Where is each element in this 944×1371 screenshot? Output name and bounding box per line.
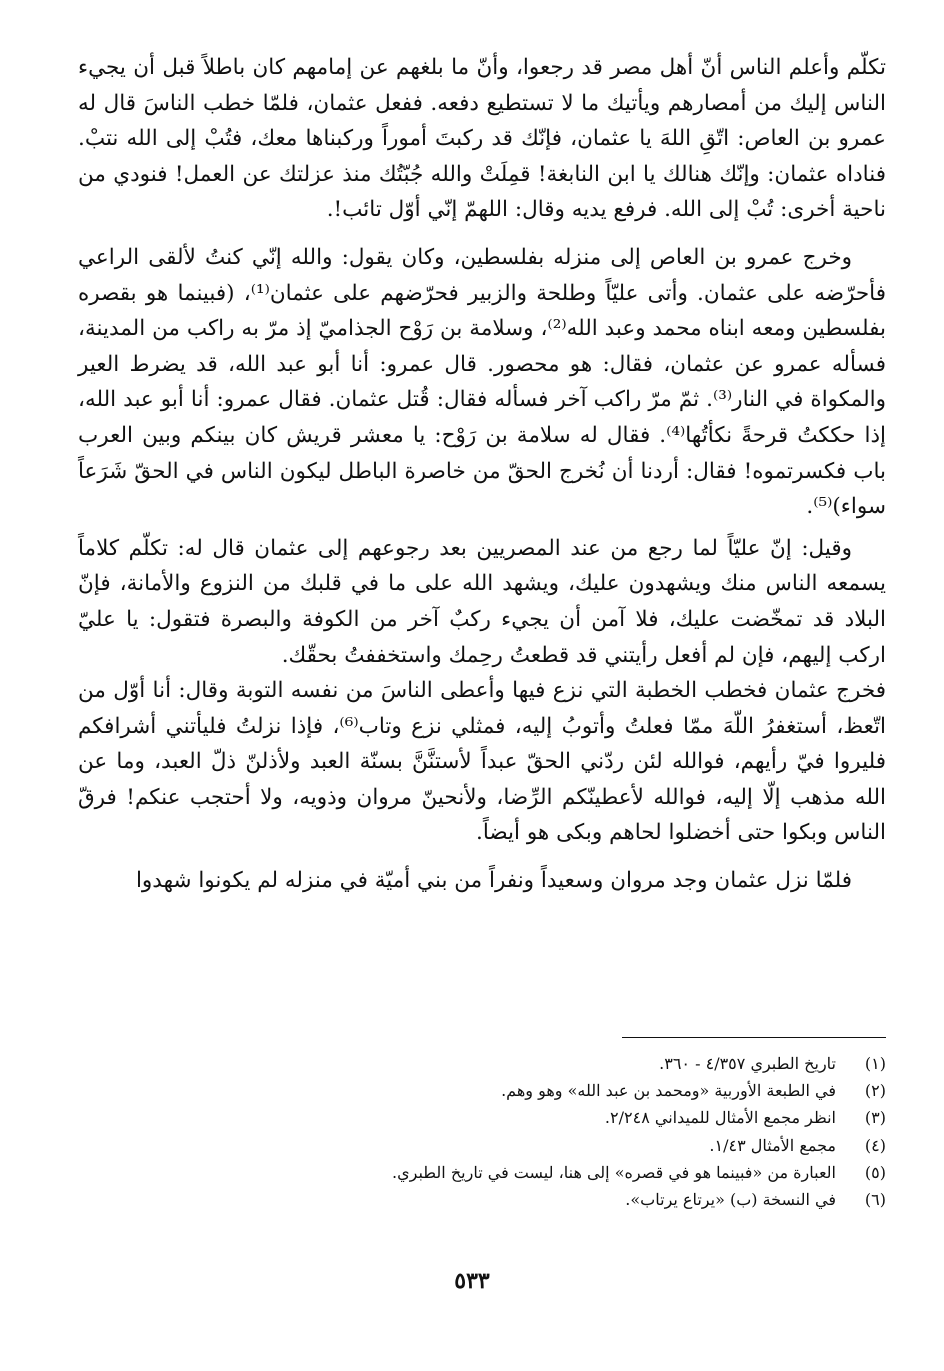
footnote-text: في الطبعة الأوربية «ومحمد بن عبد الله» وهو وهم. [501,1081,836,1101]
footnote-item [200,1159,886,1186]
footnote-item [200,1186,886,1213]
page-number: ٥٣٣ [454,1268,490,1294]
paragraph-3: وقيل: إنّ عليّاً لما رجع من عند المصريين بعد رجوعهم إلى عثمان قال له: تكلّم كلاماً يسمعه الناس منك ويشهدون عليك، ويشهد الله على ما في قلبك من النزوع والأمانة، فإنّ البلاد قد تمخّضت عليك، فلا آمن أن يجيء ركبٌ آخر من الكوفة والبصرة فتقول: يا عليّ اركب إليهم، فإن لم أفعل رأيتني قد قطعتُ رحِمك واستخففتُ بحقّك. [78,535,886,668]
footnote-number: (١) [864,1054,886,1073]
footnote-number: (٦) [864,1189,886,1209]
footnote-number: (٢) [864,1081,886,1101]
footnotes [200,1050,886,1213]
paragraph-4: فخرج عثمان فخطب الخطبة التي نزع فيها وأعطى الناسَ من نفسه التوبة وقال: أنا أوّل من اتّعظ، أستغفرُ اللّهَ ممّا فعلتُ وأتوبُ إليه، فمثلي نزع وتاب⁽⁶⁾، فإذا نزلتُ فليأتني أشرافكم فليروا فيّ رأيهم، فوالله لئن ردّني الحقّ عبداً لأستنَّنَّ بسنّة العبد ولأذلنّ ذلّ العبد، وما عن الله مذهب إلّا إليه، فوالله لأعطينّكم الرِّضا، ولأنحينّ مروان وذويه، ولا أحتجب عنكم! فرقّ الناس وبكوا حتى أخضلوا لحاهم وبكى هو أيضاً. [78,678,886,846]
paragraph-1: تكلّم وأعلم الناس أنّ أهل مصر قد رجعوا، وأنّ ما بلغهم عن إمامهم كان باطلاً قبل أن يجيء الناس إليك من أمصارهم ويأتيك ما لا تستطيع دفعه. ففعل عثمان، فلمّا خطب الناسَ قال له عمرو بن العاص: اتّقِ اللهَ يا عثمان، فإنّك قد ركبتَ أموراً وركبناها معك، فتُبْ إلى الله نتبْ. فناداه عثمان: وإنّك هنالك يا ابن النابغة! قمِلَتْ والله جُبّتُك منذ عزلتك عن العمل! فنودي من ناحية أخرى: تُبْ إلى الله. فرفع يديه وقال: اللهمّ إنّي أوّل تائب!. [78,55,886,223]
footnote-number: (٥) [864,1162,886,1182]
footnote-item [200,1077,886,1104]
footnote-text: مجمع الأمثال ١/٤٣. [709,1135,836,1155]
paragraph-2: وخرج عمرو بن العاص إلى منزله بفلسطين، وكان يقول: والله إنّي كنتُ لألقى الراعي فأحرّضه على عثمان. وأتى عليّاً وطلحة والزبير فحرّضهم على عثمان⁽¹⁾، (فبينما هو بقصره بفلسطين ومعه ابناه محمد وعبد الله⁽²⁾، وسلامة بن رَوْح الجذاميّ إذ مرّ به راكب من المدينة، فسأله عمرو عن عثمان، فقال: هو محصور. قال عمرو: أنا أبو عبد الله، قد يضرط العير والمكواة في النار⁽³⁾. ثمّ مرّ راكب آخر فسأله فقال: قُتل عثمان. فقال عمرو: أنا أبو عبد الله، إذا حككتُ قرحةً نكأتُها⁽⁴⁾. فقال له سلامة بن رَوْح: يا معشر قريش كان بينكم وبين العرب باب فكسرتموه! فقال: أردنا أن نُخرج الحقّ من خاصرة الباطل ليكون الناس في الحقّ شَرَعاً سواء)⁽⁵⁾. [78,244,887,520]
footnote-item [200,1050,886,1077]
footnote-item [200,1104,886,1131]
footnote-text: العبارة من «فبينما هو في قصره» إلى هنا، ليست في تاريخ الطبري. [392,1162,836,1182]
footnote-number: (٣) [864,1108,886,1128]
footnote-text: انظر مجمع الأمثال للميداني ٢/٢٤٨. [604,1108,836,1128]
footnote-item [200,1132,886,1159]
paragraph-5: فلمّا نزل عثمان وجد مروان وسعيداً ونفراً من بني أميّة في منزله لم يكونوا شهدوا [135,868,852,894]
footnote-number: (٤) [864,1135,886,1155]
footnote-text: تاريخ الطبري ٤/٣٥٧ - ٣٦٠. [659,1054,836,1073]
main-text [78,50,886,899]
footnote-divider [622,1037,886,1038]
footnote-text: في النسخة (ب) «يرتاع يرتاب». [625,1189,836,1209]
